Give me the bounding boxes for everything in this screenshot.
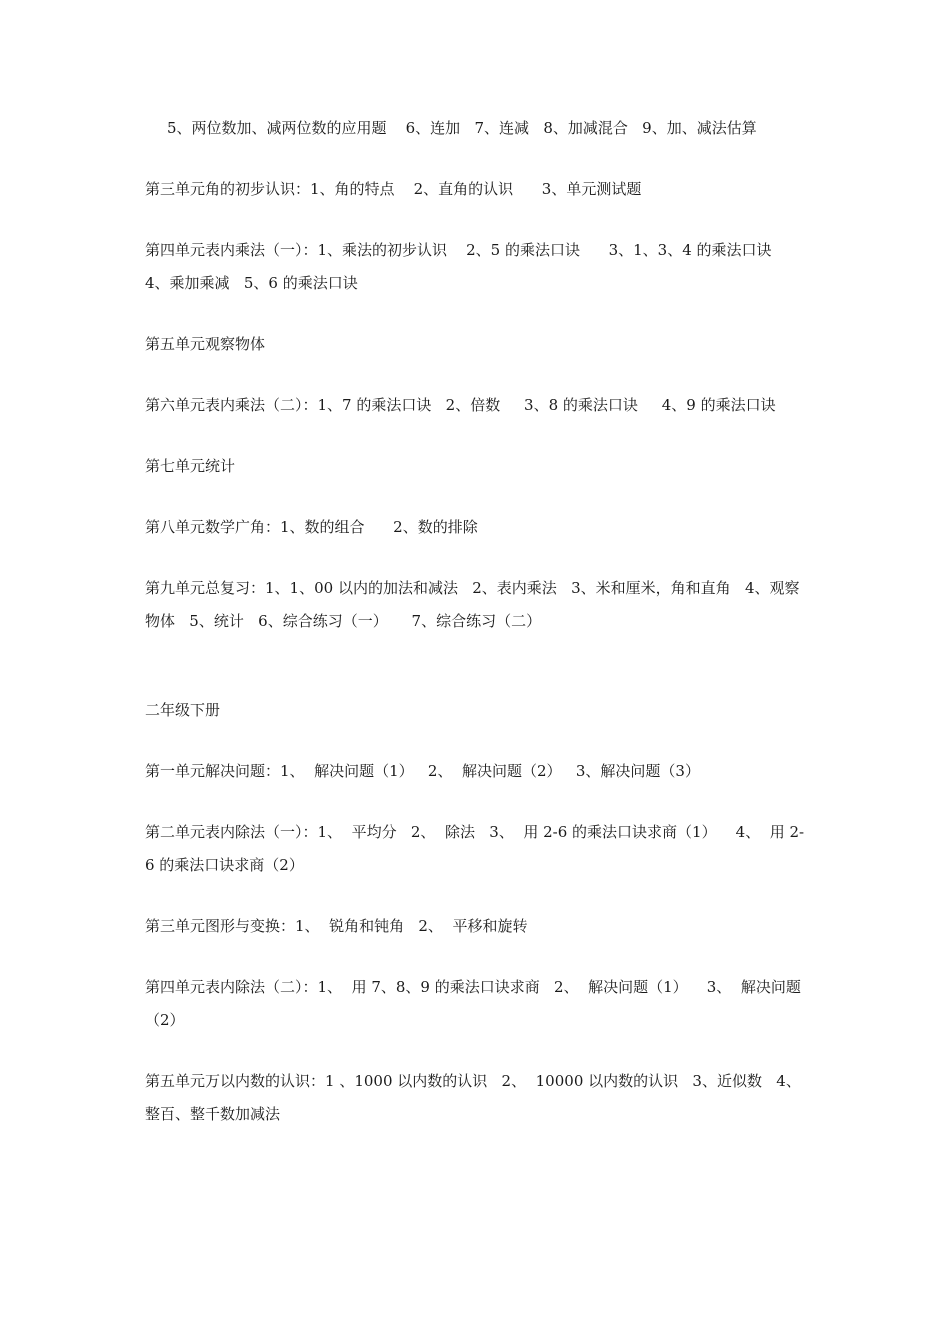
paragraph-unit-5: 第五单元观察物体 [145, 335, 266, 353]
paragraph-unit-6: 第六单元表内乘法（二）：1、7 的乘法口诀 2、倍数 3、8 的乘法口诀 4、9 的乘法口诀 [145, 396, 776, 414]
paragraph-book2-unit-2: 第二单元表内除法（一）：1、 平均分 2、 除法 3、 用 2-6 的乘法口诀求商（1） 4、 用 2-6 的乘法口诀求商（2） [145, 823, 805, 874]
paragraph-unit-3: 第三单元角的初步认识：1、角的特点 2、直角的认识 3、单元测试题 [145, 180, 642, 198]
paragraph-book2-unit-3: 第三单元图形与变换：1、 锐角和钝角 2、 平移和旋转 [145, 917, 528, 935]
section-heading: 二年级下册 [145, 701, 221, 719]
paragraph-book2-unit-1: 第一单元解决问题：1、 解决问题（1） 2、 解决问题（2） 3、解决问题（3） [145, 762, 700, 780]
paragraph-unit-4: 第四单元表内乘法（一）：1、乘法的初步认识 2、5 的乘法口诀 3、1、3、4 的乘法口诀 4、乘加乘减 5、6 的乘法口诀 [145, 241, 801, 292]
paragraph-unit-7: 第七单元统计 [145, 457, 236, 475]
paragraph-book2-unit-5: 第五单元万以内数的认识：1 、1000 以内数的认识 2、 10000 以内数的认识 3、近似数 4、 整百、整千数加减法 [145, 1072, 811, 1123]
paragraph-unit-8: 第八单元数学广角：1、数的组合 2、数的排除 [145, 518, 478, 536]
paragraph-addition-subtraction: 5、两位数加、减两位数的应用题 6、连加 7、连减 8、加减混合 9、加、减法估算 [167, 119, 757, 137]
paragraph-book2-unit-4: 第四单元表内除法（二）：1、 用 7、8、9 的乘法口诀求商 2、 解决问题（1） 3、 解决问题（2） [145, 978, 801, 1029]
document-page [145, 112, 810, 1159]
paragraph-unit-9: 第九单元总复习：1、1、00 以内的加法和减法 2、表内乘法 3、米和厘米，角和直角 4、观察物体 5、统计 6、综合练习（一） 7、综合练习（二） [145, 579, 800, 630]
